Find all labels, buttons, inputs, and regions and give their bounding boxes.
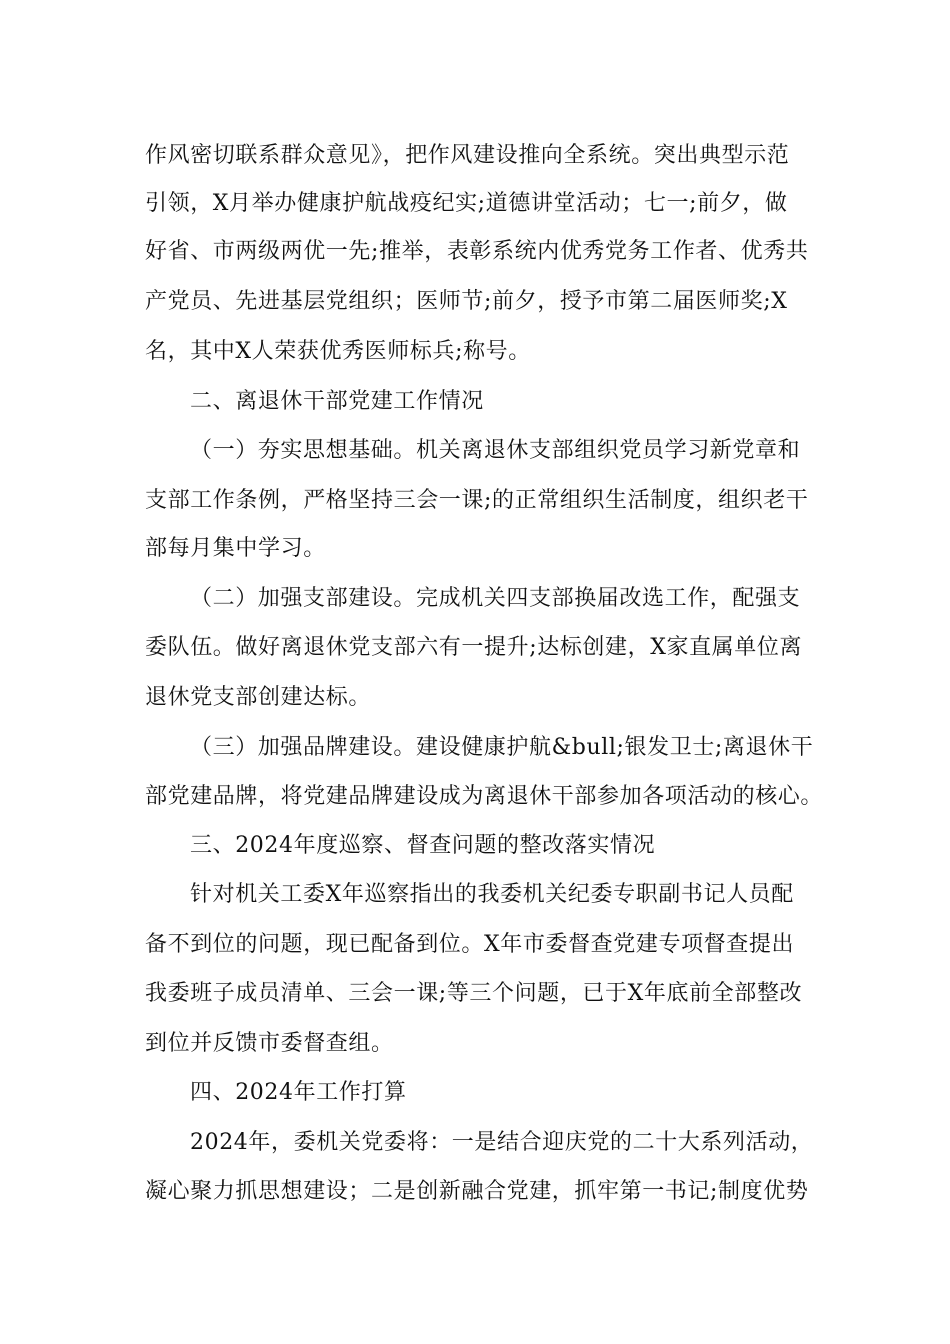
body-text-line: 引领，X月举办健康护航战疫纪实;道德讲堂活动；七一;前夕，做 <box>145 191 788 216</box>
body-text-line: （二）加强支部建设。完成机关四支部换届改选工作，配强支 <box>190 586 801 611</box>
body-text-line: （一）夯实思想基础。机关离退休支部组织党员学习新党章和 <box>190 438 801 463</box>
body-text-line: 针对机关工委X年巡察指出的我委机关纪委专职副书记人员配 <box>190 882 794 907</box>
body-text-line: 产党员、先进基层党组织；医师节;前夕，授予市第二届医师奖;X <box>145 289 788 314</box>
body-text-line: 委队伍。做好离退休党支部六有一提升;达标创建，X家直属单位离 <box>145 635 803 660</box>
body-text-line: 备不到位的问题，现已配备到位。X年市委督查党建专项督查提出 <box>145 932 795 957</box>
body-text-line: 2024年，委机关党委将：一是结合迎庆党的二十大系列活动， <box>190 1130 814 1155</box>
body-text-line: （三）加强品牌建设。建设健康护航&bull;银发卫士;离退休干 <box>190 735 814 760</box>
section-heading: 二、离退休干部党建工作情况 <box>190 389 484 414</box>
section-heading: 三、2024年度巡察、督查问题的整改落实情况 <box>190 833 656 858</box>
body-text-line: 作风密切联系群众意见》，把作风建设推向全系统。突出典型示范 <box>145 143 790 168</box>
section-heading: 四、2024年工作打算 <box>190 1080 407 1105</box>
body-text-line: 部党建品牌，将党建品牌建设成为离退休干部参加各项活动的核心。 <box>145 784 824 809</box>
body-text-line: 凝心聚力抓思想建设；二是创新融合党建，抓牢第一书记;制度优势 <box>145 1179 809 1204</box>
body-text-line: 支部工作条例，严格坚持三会一课;的正常组织生活制度，组织老干 <box>145 488 809 513</box>
body-text-line: 我委班子成员清单、三会一课;等三个问题，已于X年底前全部整改 <box>145 981 803 1006</box>
body-text-line: 退休党支部创建达标。 <box>145 685 372 710</box>
body-text-line: 到位并反馈市委督查组。 <box>145 1031 394 1056</box>
body-text-line: 部每月集中学习。 <box>145 536 326 561</box>
body-text-line: 好省、市两级两优一先;推举，表彰系统内优秀党务工作者、优秀共 <box>145 239 809 264</box>
body-text-line: 名，其中X人荣获优秀医师标兵;称号。 <box>145 339 531 364</box>
